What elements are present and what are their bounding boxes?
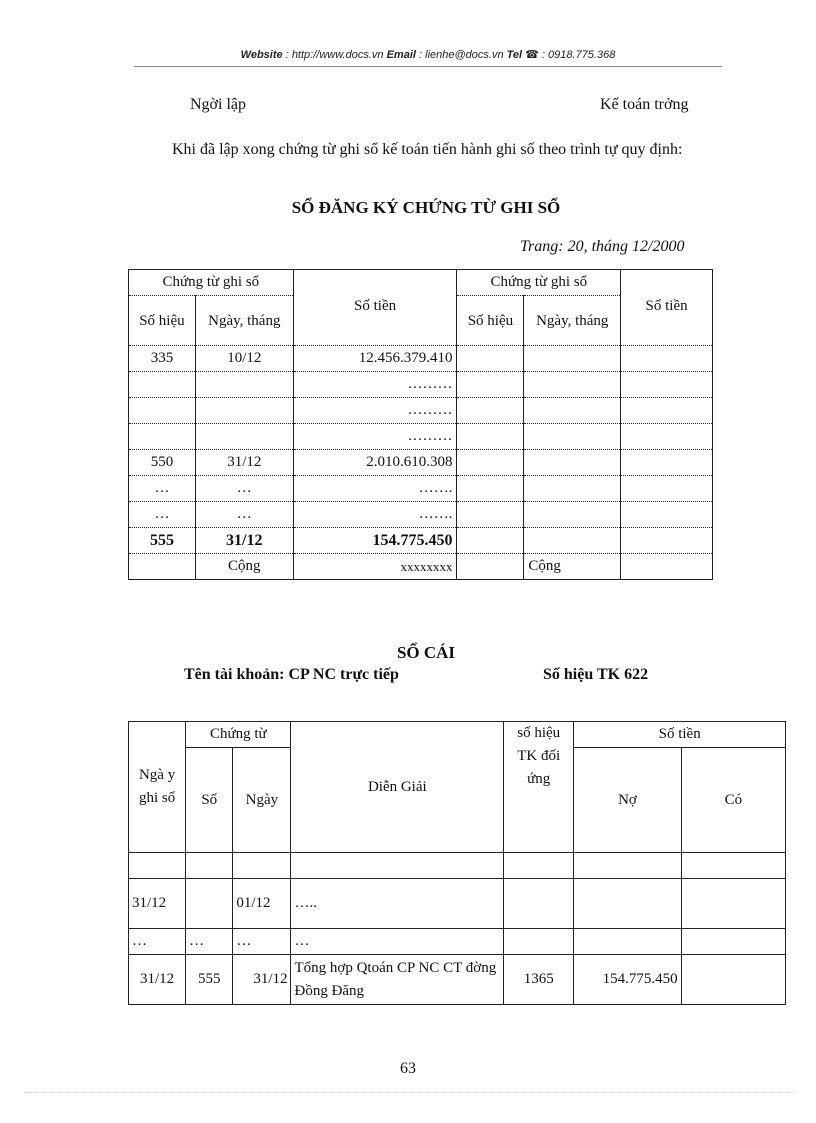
ledger-title: SỔ CÁI [396, 643, 456, 662]
register-table [128, 269, 713, 580]
ledger-credit-header: Có [681, 748, 785, 853]
ledger-cell-date: … [129, 929, 186, 955]
ledger-voucher-number-header: Số [186, 748, 233, 853]
ledger-cell-debit: 154.775.450 [574, 955, 681, 1005]
register-group-header-left: Chứng từ ghi sổ [129, 270, 294, 296]
table-row [129, 476, 713, 502]
ledger-voucher-date-header: Ngày [233, 748, 291, 853]
ledger-cell-number [186, 853, 233, 879]
register-cell-number: … [129, 502, 196, 528]
register-date-header-left: Ngày, tháng [195, 296, 293, 346]
register-cell-date: 10/12 [195, 346, 293, 372]
table-row [129, 879, 786, 929]
table-row [129, 346, 713, 372]
register-total-label-right: Cộng [524, 554, 621, 580]
table-row [129, 929, 786, 955]
ledger-cell-account: 1365 [504, 955, 574, 1005]
register-cell-date: 31/12 [195, 450, 293, 476]
ledger-cell-number: … [186, 929, 233, 955]
table-row [129, 424, 713, 450]
register-number-header-right: Số hiệu [457, 296, 524, 346]
email-value: : lienhe@docs.vn [419, 49, 504, 61]
ledger-amount-header: Số tiền [574, 722, 786, 748]
register-cell-date: … [195, 476, 293, 502]
register-cell-amount: ……. [293, 476, 457, 502]
register-number-header-left: Số hiệu [129, 296, 196, 346]
register-cell-date: … [195, 502, 293, 528]
ledger-cell-credit [681, 955, 785, 1005]
tel-label: Tel ☎ [506, 49, 539, 61]
ledger-account-header: số hiệu TK đối ứng [504, 722, 574, 853]
register-group-header-right: Chứng từ ghi sổ [457, 270, 621, 296]
page-header [134, 48, 722, 61]
ledger-account-number: Số hiệu TK 622 [543, 666, 649, 683]
ledger-cell-voucher-date: 01/12 [233, 879, 291, 929]
ledger-table [128, 721, 786, 1005]
ledger-cell-credit [681, 853, 785, 879]
table-row [129, 450, 713, 476]
ledger-cell-description: … [291, 929, 504, 955]
ledger-cell-voucher-date [233, 853, 291, 879]
ledger-cell-debit [574, 929, 681, 955]
register-amount-header-left: Số tiền [293, 270, 457, 346]
register-cell-date [195, 398, 293, 424]
email-label: Email [386, 49, 416, 61]
register-cell-number [129, 424, 196, 450]
ledger-cell-voucher-date: … [233, 929, 291, 955]
ledger-date-header: Ngà y ghi sổ [129, 722, 186, 853]
website-label: Website [240, 49, 283, 61]
ledger-cell-date: 31/12 [129, 955, 186, 1005]
ledger-debit-header: Nợ [574, 748, 681, 853]
table-row [129, 398, 713, 424]
register-cell-amount: 12.456.379.410 [293, 346, 457, 372]
ledger-cell-credit [681, 879, 785, 929]
ledger-cell-account [504, 853, 574, 879]
register-total-value: xxxxxxxx [293, 554, 457, 580]
ledger-account-name: Tên tài khoản: CP NC trực tiếp [184, 666, 399, 683]
table-row [129, 372, 713, 398]
ledger-cell-credit [681, 929, 785, 955]
ledger-cell-number: 555 [186, 955, 233, 1005]
register-cell-amount: ……… [293, 424, 457, 450]
register-cell-date: 31/12 [195, 528, 293, 554]
register-total-label: Cộng [195, 554, 293, 580]
register-cell-date [195, 372, 293, 398]
ledger-header-row [129, 722, 786, 748]
table-row [129, 528, 713, 554]
ledger-cell-date [129, 853, 186, 879]
register-cell-amount: ……… [293, 372, 457, 398]
intro-paragraph: Khi đã lập xong chứng từ ghi sổ kế toán tiến hành ghi số theo trình tự quy định: [172, 141, 683, 158]
register-cell-number: 335 [129, 346, 196, 372]
footer-divider [24, 1092, 794, 1093]
preparer-signature: Ngời lập [190, 96, 247, 113]
register-cell-number: … [129, 476, 196, 502]
register-cell-date [195, 424, 293, 450]
register-page-note: Trang: 20, tháng 12/2000 [520, 238, 685, 255]
ledger-voucher-header: Chứng từ [186, 722, 291, 748]
register-cell-amount: 2.010.610.308 [293, 450, 457, 476]
register-cell-number [129, 372, 196, 398]
table-row [129, 853, 786, 879]
ledger-cell-account [504, 929, 574, 955]
register-cell-amount: ……… [293, 398, 457, 424]
ledger-cell-date: 31/12 [129, 879, 186, 929]
table-row [129, 502, 713, 528]
ledger-cell-voucher-date: 31/12 [233, 955, 291, 1005]
ledger-cell-description: ….. [291, 879, 504, 929]
register-cell-amount: 154.775.450 [293, 528, 457, 554]
register-cell-number [129, 398, 196, 424]
page-number: 63 [400, 1060, 416, 1077]
ledger-cell-number [186, 879, 233, 929]
ledger-cell-debit [574, 853, 681, 879]
tel-value: : 0918.775.368 [541, 49, 616, 61]
register-cell-number: 550 [129, 450, 196, 476]
ledger-cell-debit [574, 879, 681, 929]
register-total-row [129, 554, 713, 580]
register-amount-header-right: Số tiền [621, 270, 713, 346]
register-date-header-right: Ngày, tháng [524, 296, 621, 346]
ledger-cell-description: Tổng hợp Qtoán CP NC CT đờng Đồng Đăng [291, 955, 504, 1005]
ledger-description-header: Diễn Giải [291, 722, 504, 853]
ledger-cell-account [504, 879, 574, 929]
header-divider [134, 66, 722, 67]
chief-accountant-signature: Kế toán trởng [600, 96, 689, 113]
website-value: : http://www.docs.vn [285, 49, 384, 61]
register-cell-amount: ……. [293, 502, 457, 528]
register-cell-number: 555 [129, 528, 196, 554]
register-title: SỔ ĐĂNG KÝ CHỨNG TỪ GHI SỔ [291, 198, 561, 217]
register-header-row [129, 270, 713, 296]
ledger-cell-description [291, 853, 504, 879]
table-row [129, 955, 786, 1005]
